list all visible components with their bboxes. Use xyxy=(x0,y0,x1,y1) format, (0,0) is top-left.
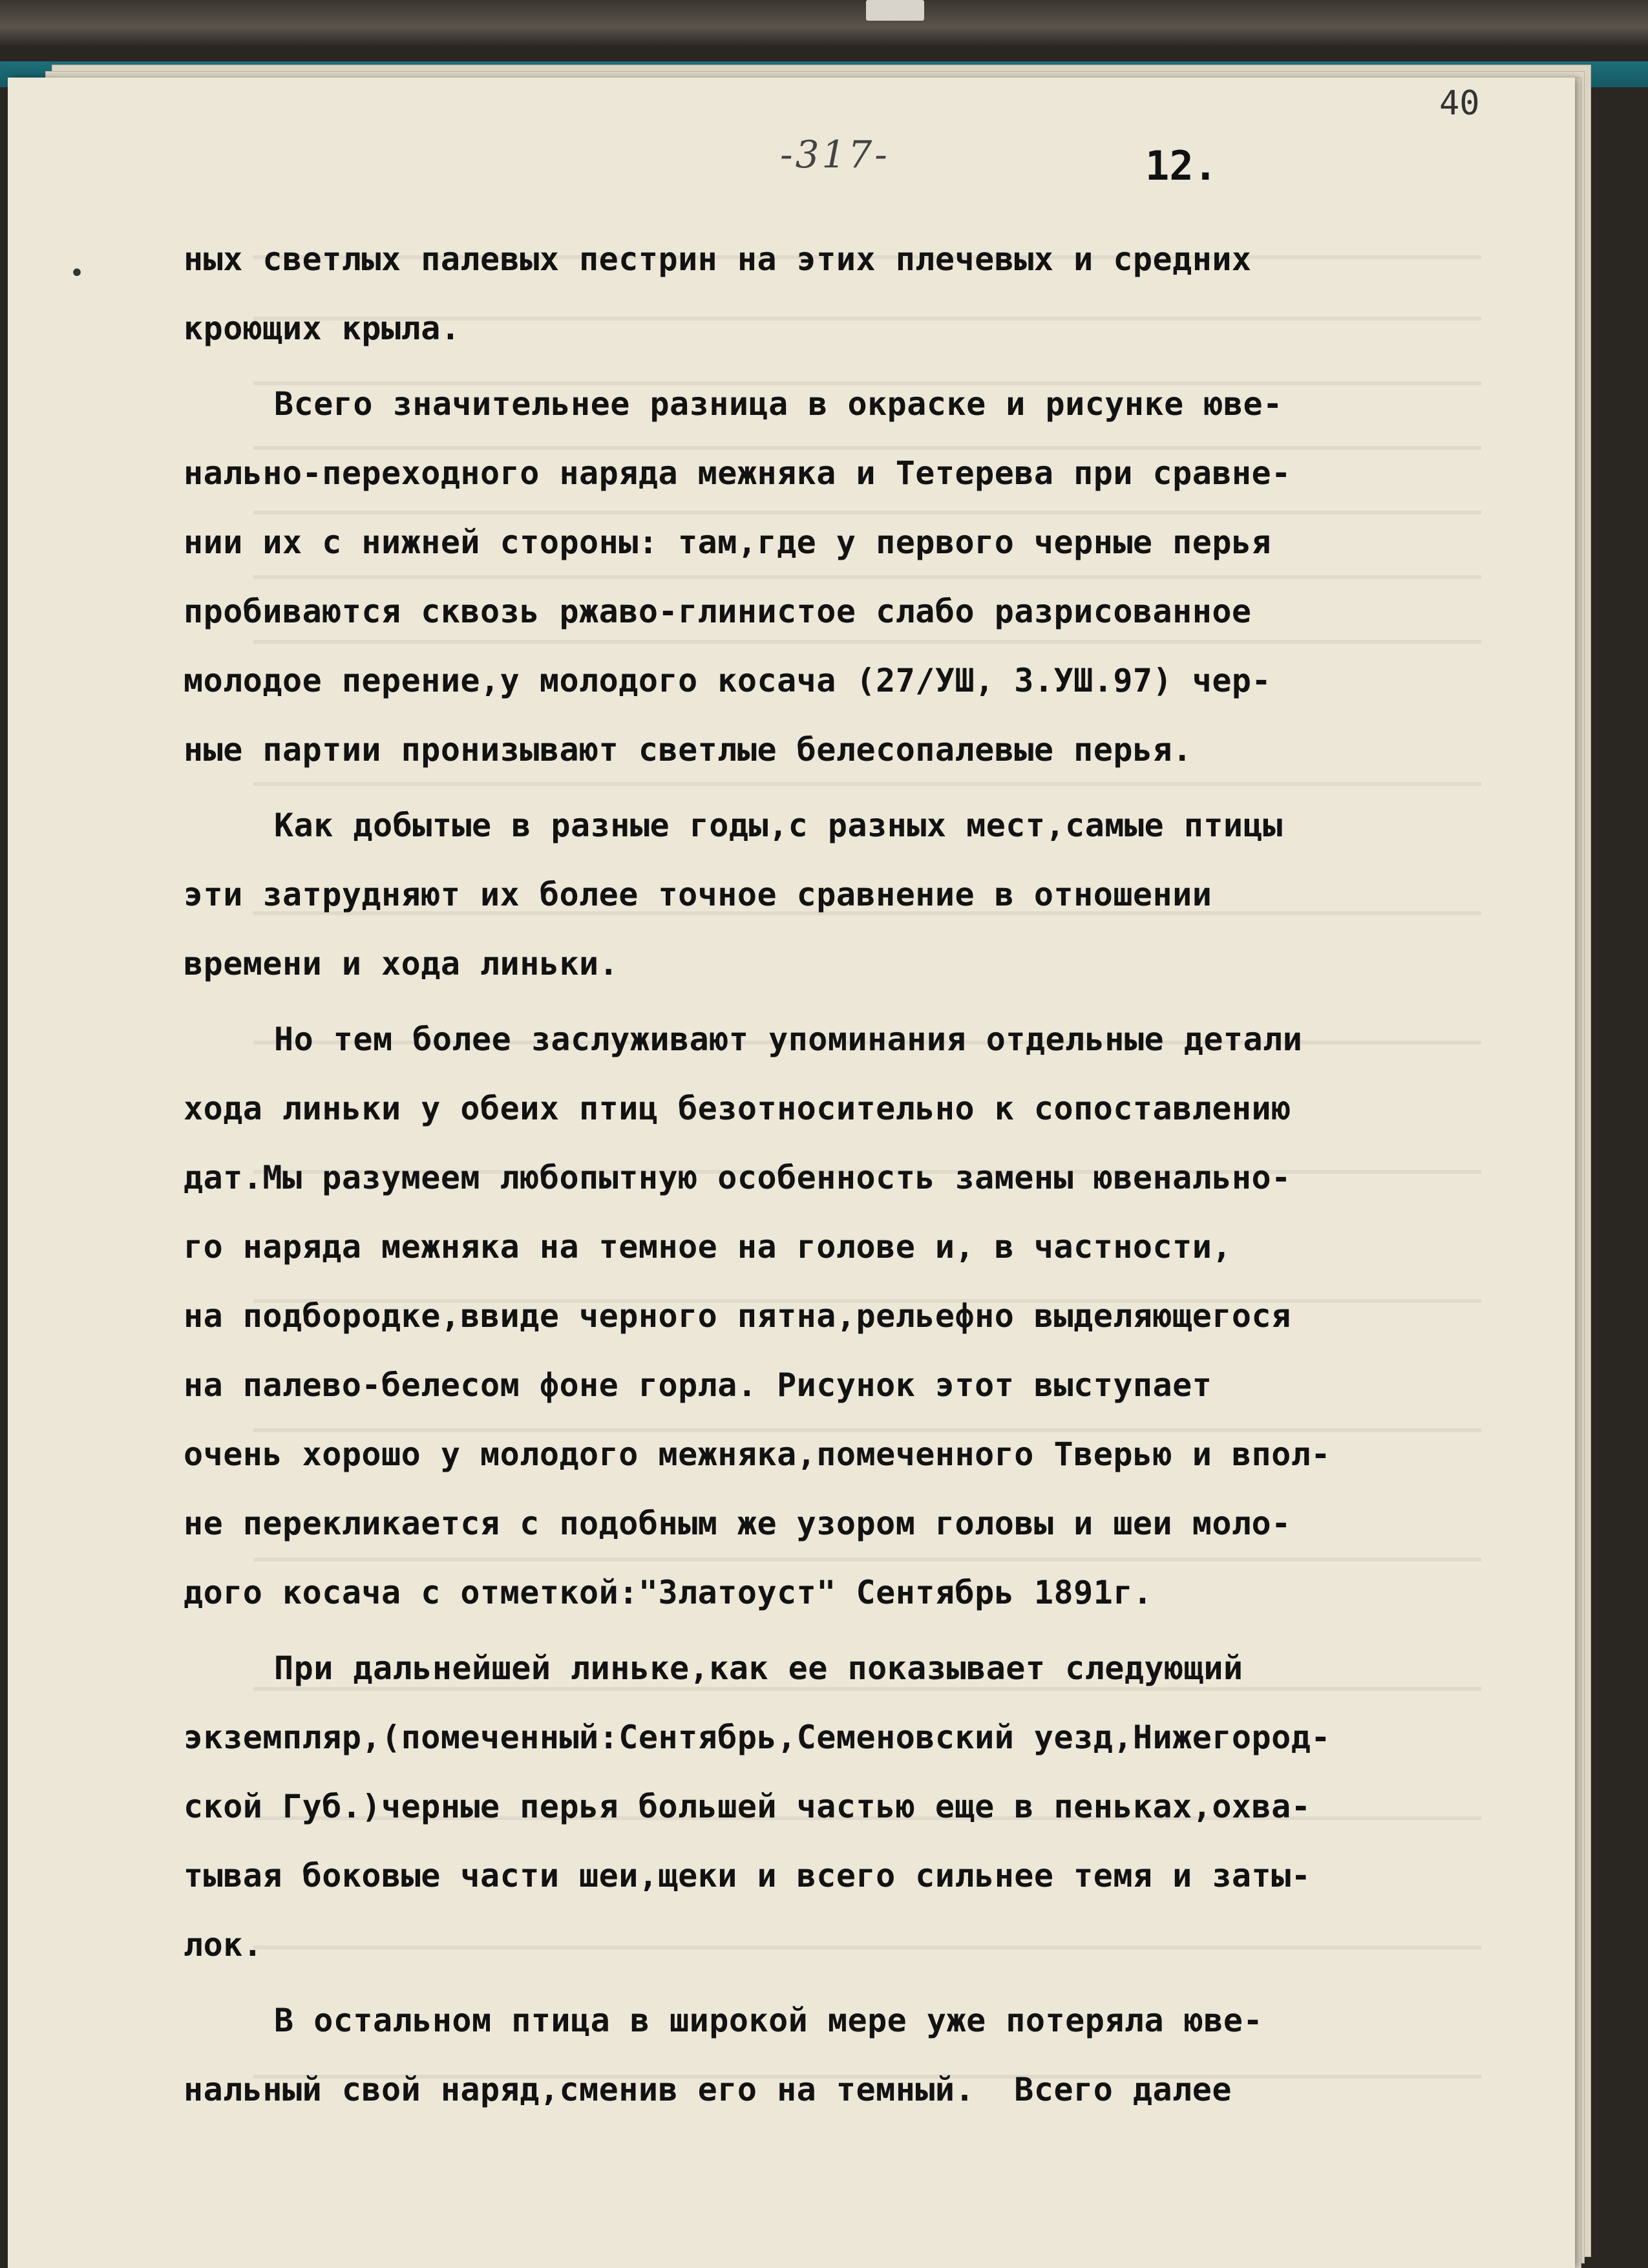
text-line: пробиваются сквозь ржаво-глинистое слабо разрисованное xyxy=(184,593,1252,630)
binding-edge xyxy=(0,0,1648,45)
text-line: При дальнейшей линьке,как ее показывает следующий xyxy=(274,1649,1243,1687)
text-line: на подбородке,ввиде черного пятна,рельефно выделяющегося xyxy=(184,1297,1291,1335)
text-line: экземпляр,(помеченный:Сентябрь,Семеновский уезд,Нижегород- xyxy=(184,1719,1331,1756)
corner-page-number: 40 xyxy=(1439,84,1480,123)
text-line: ской Губ.)черные перья большей частью еще в пеньках,охва- xyxy=(184,1788,1311,1825)
text-line: времени и хода линьки. xyxy=(184,945,619,982)
typewritten-page xyxy=(8,78,1575,2268)
margin-dot: • xyxy=(69,259,85,288)
text-line: В остальном птица в широкой мере уже потеряла юве- xyxy=(274,2002,1263,2039)
paper-clip xyxy=(866,0,924,21)
text-line: Но тем более заслуживают упоминания отдельные детали xyxy=(274,1021,1303,1058)
text-line: ные партии пронизывают светлые белесопалевые перья. xyxy=(184,731,1192,768)
text-line: дат.Мы разумеем любопытную особенность замены ювенально- xyxy=(184,1159,1291,1196)
text-line: нии их с нижней стороны: там,где у первого черные перья xyxy=(184,524,1272,561)
text-line: кроющих крыла. xyxy=(184,310,461,347)
page-number: 12. xyxy=(1145,142,1218,189)
text-line: молодое перение,у молодого косача (27/УШ, 3.УШ.97) чер- xyxy=(184,662,1272,699)
text-line: Как добытые в разные годы,с разных мест,самые птицы xyxy=(274,807,1283,844)
text-line: дого косача с отметкой:"Златоуст" Сентябрь 1891г. xyxy=(184,1574,1153,1611)
text-line: нально-переходного наряда межняка и Тетерева при сравне- xyxy=(184,454,1291,492)
archive-number: -317- xyxy=(780,132,890,176)
text-line: не перекликается с подобным же узором головы и шеи моло- xyxy=(184,1505,1291,1542)
text-line: лок. xyxy=(184,1926,263,1964)
text-line: тывая боковые части шеи,щеки и всего сильнее темя и заты- xyxy=(184,1857,1311,1894)
text-line: Всего значительнее разница в окраске и рисунке юве- xyxy=(274,385,1283,423)
text-line: очень хорошо у молодого межняка,помеченного Тверью и впол- xyxy=(184,1436,1331,1473)
text-line: го наряда межняка на темное на голове и, в частности, xyxy=(184,1228,1232,1266)
text-line: ных светлых палевых пестрин на этих плечевых и средних xyxy=(184,240,1252,278)
text-line: хода линьки у обеих птиц безотносительно к сопоставлению xyxy=(184,1090,1291,1127)
text-line: на палево-белесом фоне горла. Рисунок этот выступает xyxy=(184,1366,1212,1404)
text-line: эти затрудняют их более точное сравнение в отношении xyxy=(184,876,1212,913)
body-text xyxy=(184,228,1483,2134)
text-line: нальный свой наряд,сменив его на темный. Всего далее xyxy=(184,2071,1232,2108)
